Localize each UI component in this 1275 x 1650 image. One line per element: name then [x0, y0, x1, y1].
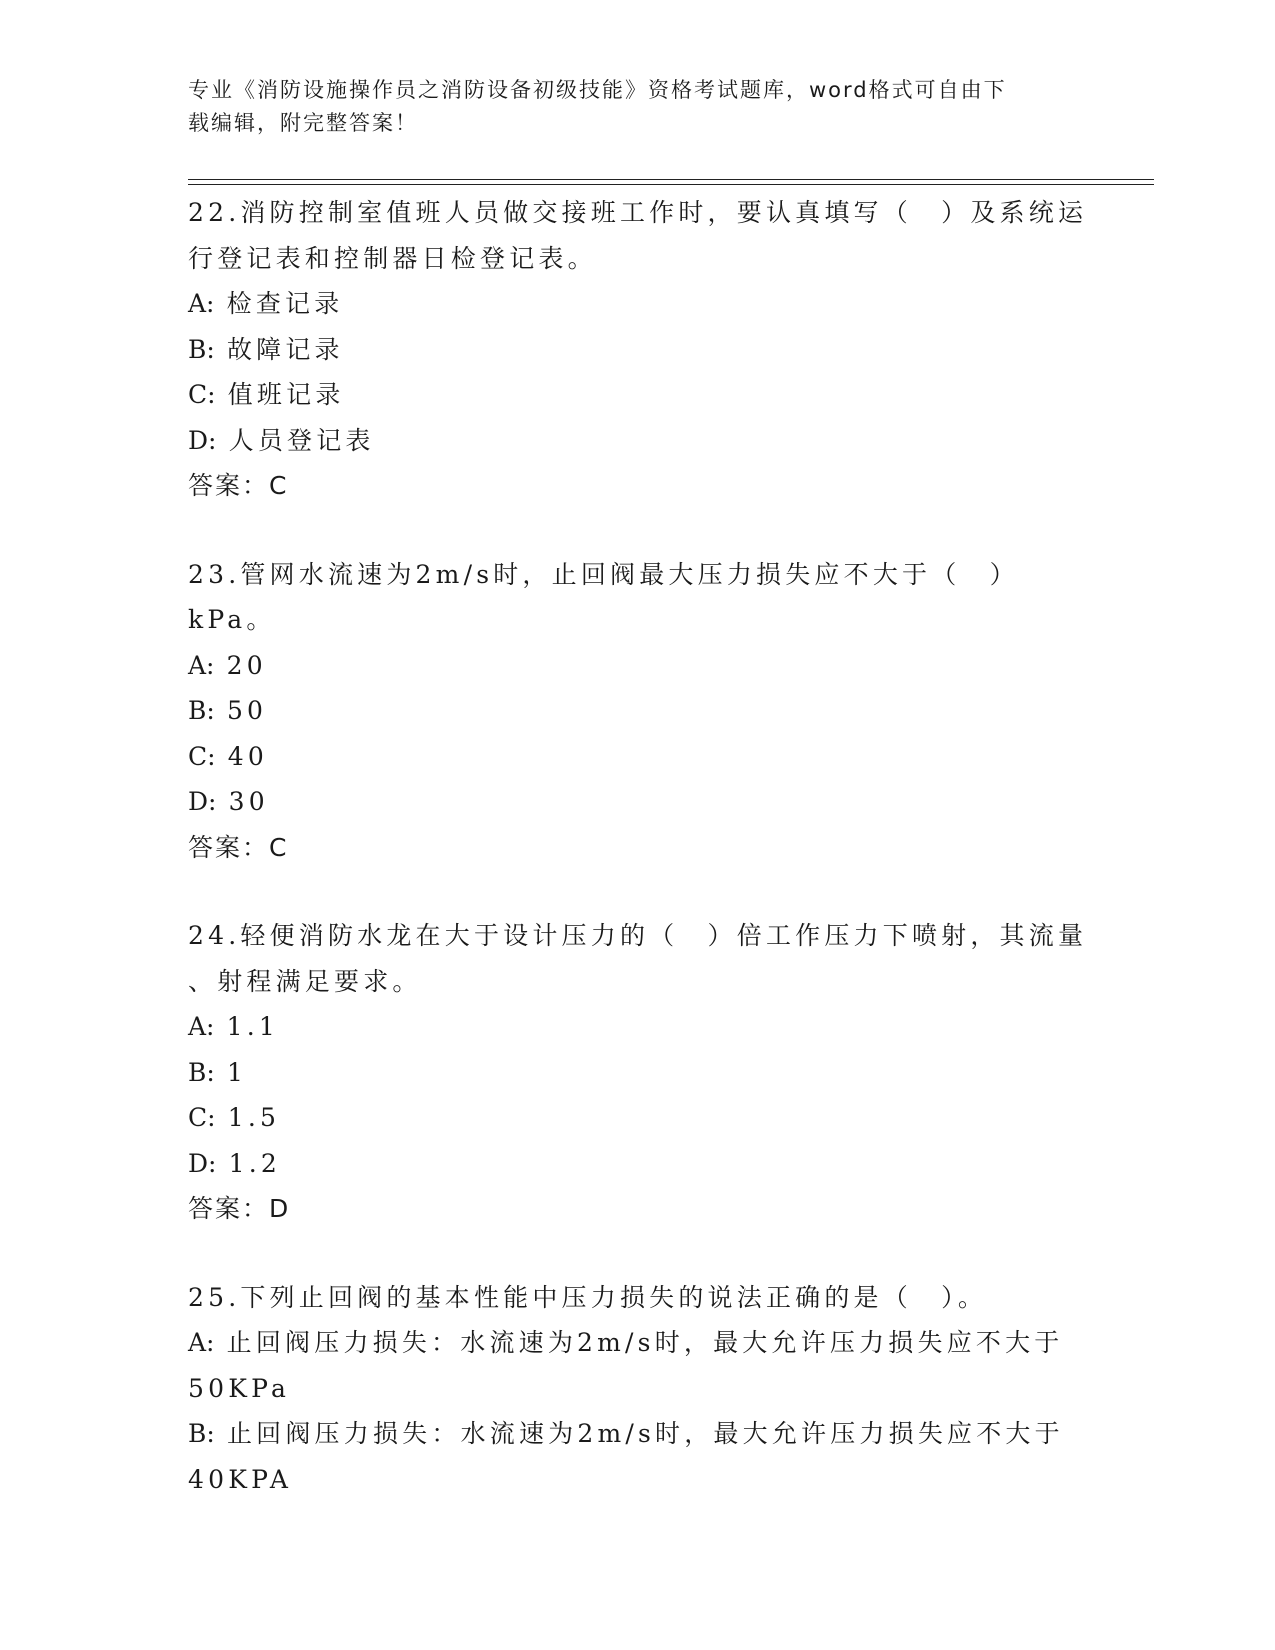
option-letter: C:: [188, 1103, 216, 1132]
option-b: [188, 1050, 1088, 1096]
option-a: [188, 281, 1088, 327]
option-letter: B:: [188, 334, 215, 364]
header-divider-bottom: [188, 184, 1154, 185]
option-letter: B:: [188, 696, 215, 725]
option-a: [188, 643, 1088, 689]
option-text: 1: [226, 1057, 248, 1087]
option-letter: A:: [188, 289, 215, 318]
option-text: 20: [226, 650, 267, 680]
option-b: [188, 327, 1088, 373]
option-a-continued: 50KPa: [188, 1373, 291, 1403]
option-text: 值班记录: [227, 380, 345, 409]
option-a: [188, 1320, 1088, 1366]
option-c: [188, 372, 1088, 418]
option-letter: B:: [188, 1057, 215, 1087]
option-d: [188, 418, 1088, 464]
header-divider-top: [188, 179, 1154, 180]
option-letter: A:: [188, 1012, 215, 1041]
option-c: [188, 1095, 1088, 1141]
question-23: [188, 552, 1088, 871]
option-letter: D:: [188, 425, 217, 455]
option-text: 1.1: [226, 1012, 279, 1041]
option-text: 40: [227, 741, 268, 771]
document-header: [188, 74, 1068, 140]
question-25: [188, 1275, 1088, 1503]
option-b: [188, 688, 1088, 734]
answer-label: 答案：C: [188, 832, 289, 862]
question-stem-line: 23.管网水流速为2m/s时，止回阀最大压力损失应不大于（ ）kPa。: [188, 559, 1019, 634]
header-line-1: 专业《消防设施操作员之消防设备初级技能》资格考试题库，word格式可自由下: [188, 78, 1007, 102]
option-text: 50: [226, 696, 268, 725]
option-letter: A:: [188, 1328, 215, 1357]
option-text: 故障记录: [226, 334, 344, 364]
option-d: [188, 779, 1088, 825]
answer-label: 答案：D: [188, 1194, 291, 1223]
option-text: 检查记录: [226, 289, 344, 318]
option-letter: D:: [188, 787, 217, 816]
question-stem-line: 、射程满足要求。: [188, 966, 422, 996]
answer-label: 答案：C: [188, 471, 289, 500]
header-line-2: 载编辑，附完整答案！: [188, 111, 418, 135]
option-text: 1.5: [227, 1103, 281, 1132]
question-stem-line: 24.轻便消防水龙在大于设计压力的（ ）倍工作压力下喷射，其流量: [188, 921, 1088, 950]
option-d: [188, 1141, 1088, 1187]
question-stem-line: 25.下列止回阀的基本性能中压力损失的说法正确的是（ ）。: [188, 1282, 988, 1312]
option-a: [188, 1004, 1088, 1050]
option-text: 止回阀压力损失：水流速为2m/s时，最大允许压力损失应不大于: [226, 1419, 1064, 1448]
option-b-continued: 40KPA: [188, 1464, 293, 1494]
option-letter: D:: [188, 1148, 217, 1178]
question-list: [188, 190, 1088, 1545]
option-text: 1.2: [228, 1148, 281, 1178]
option-b: [188, 1411, 1088, 1457]
option-letter: C:: [188, 741, 216, 771]
option-text: 止回阀压力损失：水流速为2m/s时，最大允许压力损失应不大于: [226, 1328, 1064, 1357]
option-text: 人员登记表: [228, 425, 375, 455]
option-letter: B:: [188, 1419, 215, 1448]
option-letter: A:: [188, 650, 215, 680]
question-stem-line: 22.消防控制室值班人员做交接班工作时，要认真填写（ ）及系统运: [188, 198, 1088, 227]
option-letter: C:: [188, 380, 216, 409]
option-c: [188, 734, 1088, 780]
question-stem-line: 行登记表和控制器日检登记表。: [188, 243, 597, 273]
option-text: 30: [228, 787, 269, 816]
question-22: [188, 190, 1088, 509]
question-24: [188, 913, 1088, 1232]
